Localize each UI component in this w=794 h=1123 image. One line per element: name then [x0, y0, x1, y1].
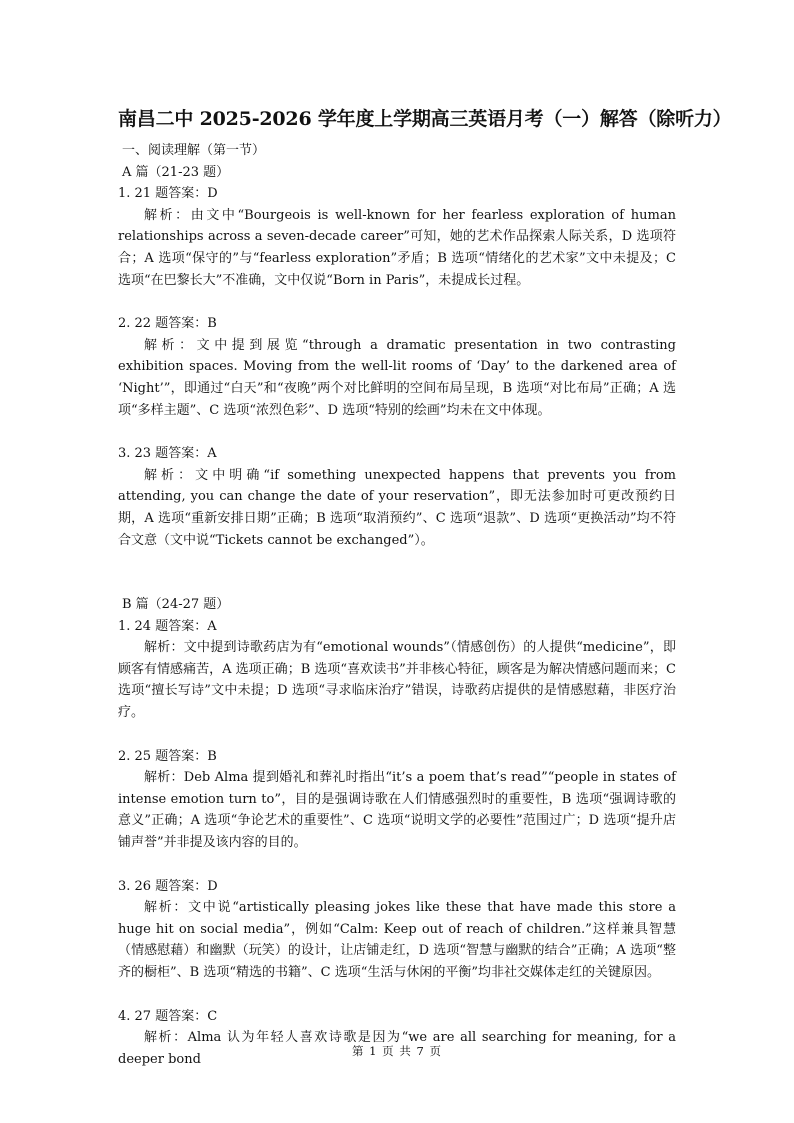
explanation-paragraph: 解析：Alma 认为年轻人喜欢诗歌是因为“we are all searching for meaning, for a deeper bond	[118, 1030, 676, 1067]
explanation-paragraph: 解析：由文中“Bourgeois is well-known for her fearless exploration of human relationships across a seven-decade career”可知，她的艺术作品探索人际关系，D 选项符合；A 选项“保守的”与“fearless exploration”矛盾；B 选项“情绪化的艺术家”文中未提及；C 选项“在巴黎长大”不准确，文中仅说“Born in Paris”，未提成长过程。	[118, 207, 676, 288]
explanation-paragraph: 解析：文中提到展览“through a dramatic presentation in two contrasting exhibition spaces. Moving from the well-lit rooms of ‘Day’ to the darkened area of ‘Night’”，即通过“白天”和“夜晚”两个对比鲜明的空间布局呈现，B 选项“对比布局”正确；A 选项“多样主题”、C 选项“浓烈色彩”、D 选项“特别的绘画”均未在文中体现。	[118, 337, 676, 418]
page-title: 南昌二中 2025-2026 学年度上学期高三英语月考（一）解答（除听力）	[118, 108, 732, 130]
answer-line: 2. 25 题答案：B	[118, 748, 217, 764]
explanation-paragraph: 解析：文中明确“if something unexpected happens that prevents you from attending, you can change the date of your reservation”，即无法参加时可更改预约日期，A 选项“重新安排日期”正确；B 选项“取消预约”、C 选项“退款”、D 选项“更换活动”均不符合文意（文中说“Tickets cannot be exchanged”）。	[118, 467, 676, 548]
explanation-paragraph: 解析：文中提到诗歌药店为有“emotional wounds”（情感创伤）的人提供“medicine”，即顾客有情感痛苦，A 选项正确；B 选项“喜欢读书”并非核心特征，顾客是为解决情感问题而来；C 选项“擅长写诗”文中未提；D 选项“寻求临床治疗”错误，诗歌药店提供的是情感慰藉，非医疗治疗。	[118, 640, 676, 721]
answer-line: 1. 24 题答案：A	[118, 618, 217, 634]
answer-line: 2. 22 题答案：B	[118, 316, 217, 332]
answer-line: 1. 21 题答案：D	[118, 186, 218, 202]
part-heading: 一、阅读理解（第一节）	[122, 143, 266, 158]
section-a-label: A 篇（21-23 题）	[122, 164, 230, 180]
page-number-footer: 第 1 页 共 7 页	[352, 1044, 442, 1058]
answer-line: 3. 23 题答案：A	[118, 446, 217, 462]
answer-line: 3. 26 题答案：D	[118, 878, 218, 894]
explanation-paragraph: 解析：文中说“artistically pleasing jokes like these that have made this store a huge hit on social media”，例如“Calm: Keep out of reach of children.”这样兼具智慧（情感慰藉）和幽默（玩笑）的设计，让店铺走红，D 选项“智慧与幽默的结合”正确；A 选项“整齐的橱柜”、B 选项“精选的书籍”、C 选项“生活与休闲的平衡”均非社交媒体走红的关键原因。	[118, 900, 676, 980]
answer-content	[118, 140, 676, 1070]
section-b-label: B 篇（24-27 题）	[122, 597, 230, 613]
answer-line: 4. 27 题答案：C	[118, 1008, 218, 1024]
explanation-paragraph: 解析：Deb Alma 提到婚礼和葬礼时指出“it’s a poem that’s read”“people in states of intense emotion turn to”，目的是强调诗歌在人们情感强烈时的重要性，B 选项“强调诗歌的意义”正确；A 选项“争论艺术的重要性”、C 选项“说明文学的必要性”范围过广；D 选项“提升店铺声誉”并非提及该内容的目的。	[118, 770, 676, 851]
